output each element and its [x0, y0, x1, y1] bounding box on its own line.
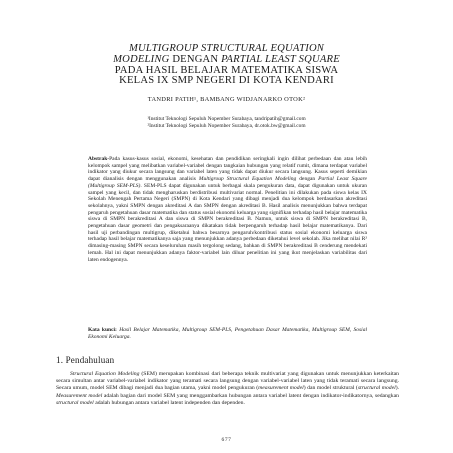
body-text-8: adalah bagian dari model SEM yang menggambarkan hubungan antara variabel latent dengan indikator-indikatornya, sedangkan [102, 392, 399, 399]
body-text-10: adalah hubungan antara variabel latent independen dan dependen. [93, 399, 245, 406]
section-heading: 1. Pendahuluan [56, 355, 115, 365]
body-text-6: ). [395, 385, 400, 392]
keywords [88, 327, 367, 341]
affiliation-1: ¹Institut Teknologi Sepuluh Nopember Surabaya, tandripatih@gmail.com [147, 116, 306, 122]
body-text-4: ) dan model struktural ( [303, 385, 358, 392]
abstract [88, 156, 367, 263]
title-line-4: KELAS IX SMP NEGERI DI KOTA KENDARI [119, 75, 334, 87]
keywords-text: Hasil Belajar Matematika, Multigroup SEM-PLS, Pengetahuan Dasar Matematika, Multigroup SEM, Sosial Ekonomi Keluarga. [88, 327, 367, 340]
body-text-2: (SEM) merupakan kombinasi dari beberapa teknik multivariat yang digunakan untuk menunjukkan keterkaitan secara simultan antar variabel-variabel indikator yang teramati secara langsung dengan variabel-variabel laten yang tidak teramati secara langsung. Secara umum, model SEM dibagi menjadi dua bagian utama, yakni model pengukuran ( [56, 371, 400, 392]
title-line-1: MULTIGROUP STRUCTURAL EQUATION [128, 43, 325, 54]
body-text-5: structural model [357, 385, 396, 392]
title-line-2-a: MODELING [113, 53, 170, 65]
author-list: TANDRI PATIH¹, BAMBANG WIDJANARKO OTOK² [147, 96, 306, 103]
title-line-2-c: PARTIAL LEAST SQUARE [221, 53, 340, 65]
body-text-9: structural model [56, 399, 94, 406]
abstract-text-1: Pada kasus-kasus sosial, ekonomi, kesehatan dan pendidikan seringkali ingin dilihat perbedaan dan atau lebih kelompok sampel yang melibatkan variabel-variabel dengan tangkaian hubungan yang relatif rumit, dimana terdapat variabel indikator yang diukur secara langsung dan variabel laten yang tidak dapat diukur secara langsung. Kasus seperti demikian dapat dianalisis dengan menggunakan analisis [88, 156, 367, 183]
title-line-2-b: DENGAN [169, 53, 222, 65]
affiliations [60, 116, 393, 131]
abstract-text-3: . SEM-PLS dapat digunakan untuk berbagai skala pengukuran data, dapat digunakan untuk ukuran sampel yang kecil, dan tidak mengharuskan berdistribusi multivariat normal. Penelitian ini dilakukan pada siswa kelas IX Sekolah Menengah Pertama Negeri (SMPN) di Kota Kendari yang dibagi menjadi dua kelompok berdasarkan akreditasi sekolahnya, yakni SMPN dengan akreditasi A dan SMPN dengan akreditasi B. Hasil analisis menunjukkan bahwa terdapat pengaruh pengetahuan dasar matematika dan status sosial ekonomi keluarga yang signifikan terhadap hasil belajar matematika siswa di SMPN berakreditasi A dan siswa di SMPN berakreditasi B. Namun, untuk siswa di SMPN berakreditasi B, pengetahuan dasar geometri dan pengaksaraanya dikatakan tidak berpengaruh terhadap hasil belajar matematikanya. Dari hasil uji perbandingan multigrup, diketahui bahwa besarnya pengaruh/kontribusi status sosial ekonomi keluarga siswa terhadap hasil belajar matematikanya saja yang menunjukkan adanya perbedaan diketahui level sekolah. Jika melihat nilai R² dimasing-masing SMPN secara keseluruhan masih tergolong sedang, bahkan di SMPN berakreditasi B cenderung mendekati lemah. Hal ini dapat menunjukkan adanya faktor-variabel lain diluar penelitian ini yang ikut menjelaskan variabilitas dari laten endogennya. [88, 182, 367, 263]
title-line-2 [60, 55, 393, 66]
title-line-3: PADA HASIL BELAJAR MATEMATIKA SISWA [114, 64, 339, 76]
keywords-label: Kata kunci: [88, 327, 117, 333]
abstract-label: Abstrak- [88, 156, 110, 162]
abstract-text-2-italic: Partial Least Square (Multigroup SEM-PLS) [88, 176, 368, 189]
body-paragraph [56, 371, 399, 407]
body-text-7: Measurement model [56, 392, 103, 399]
abstract-text-1-italic: Multigroup Structural Equation Modeling [198, 176, 297, 183]
body-text-3: measurement model [258, 385, 304, 392]
body-text-1: Structural Equation Modeling [70, 371, 140, 377]
affiliation-2: ²Institut Teknologi Sepuluh Nopember Surabaya, dr.otok.bw@gmail.com [147, 123, 306, 130]
page-number: 677 [221, 437, 232, 443]
paper-title [60, 44, 393, 87]
abstract-text-2: dengan [296, 176, 319, 183]
